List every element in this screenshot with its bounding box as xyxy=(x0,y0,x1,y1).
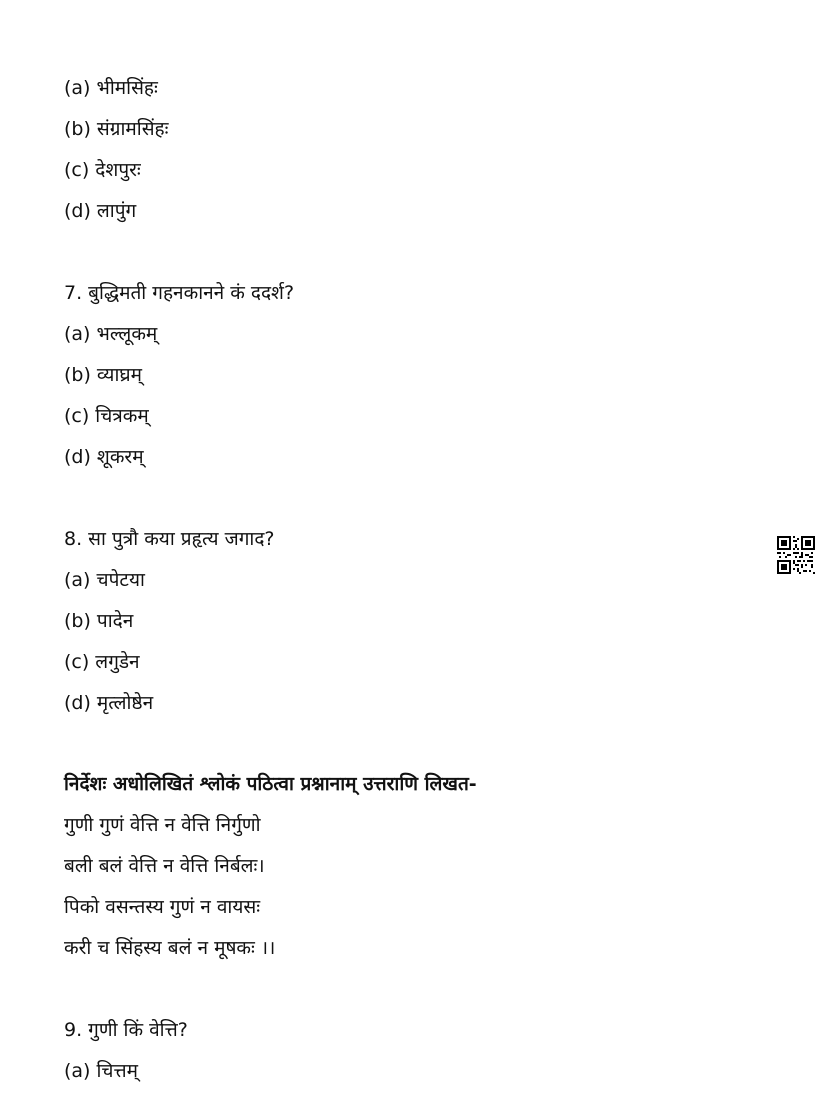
q8-option-a: (a) चपेटया xyxy=(64,569,145,591)
q7-option-c: (c) चित्रकम् xyxy=(64,405,149,427)
q8-option-c: (c) लगुडेन xyxy=(64,651,140,673)
q7-option-b: (b) व्याघ्रम् xyxy=(64,364,142,386)
question-9: 9. गुणी किं वेत्ति? xyxy=(64,1019,188,1041)
shloka-line-4: करी च सिंहस्य बलं न मूषकः ।। xyxy=(64,937,276,959)
shloka-line-1: गुणी गुणं वेत्ति न वेत्ति निर्गुणो xyxy=(64,814,261,836)
q7-option-a: (a) भल्लूकम् xyxy=(64,323,158,345)
q8-option-d: (d) मृत्लोष्ठेन xyxy=(64,692,154,714)
q9-option-a: (a) चित्तम् xyxy=(64,1060,138,1082)
option-c-block1: (c) देशपुरः xyxy=(64,159,141,181)
option-b-block1: (b) संग्रामसिंहः xyxy=(64,118,169,140)
instruction: निर्देशः अधोलिखितं श्लोकं पठित्वा प्रश्नानाम् उत्तराणि लिखत- xyxy=(64,773,477,795)
question-8: 8. सा पुत्रौ कया प्रहृत्य जगाद? xyxy=(64,528,275,550)
q8-option-b: (b) पादेन xyxy=(64,610,134,632)
shloka-line-3: पिको वसन्तस्य गुणं न वायसः xyxy=(64,896,261,918)
shloka-line-2: बली बलं वेत्ति न वेत्ति निर्बलः। xyxy=(64,855,265,877)
option-d-block1: (d) लापुंग xyxy=(64,200,137,222)
option-a-block1: (a) भीमसिंहः xyxy=(64,77,158,99)
qr-code-icon xyxy=(777,536,815,574)
question-7: 7. बुद्धिमती गहनकानने कं ददर्श? xyxy=(64,282,295,304)
q7-option-d: (d) शूकरम् xyxy=(64,446,144,468)
